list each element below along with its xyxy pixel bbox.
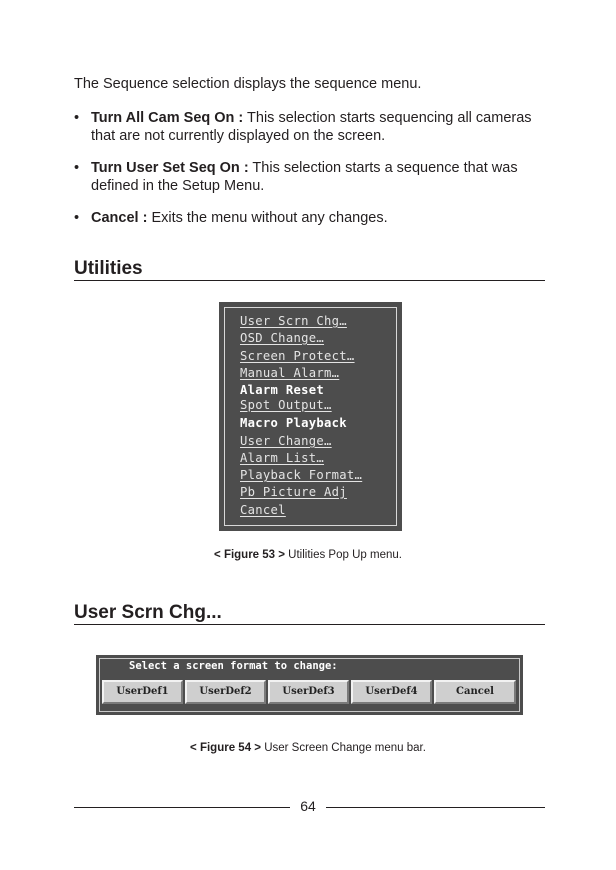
- bar-prompt: Select a screen format to change:: [129, 660, 338, 672]
- figure-text: Utilities Pop Up menu.: [284, 549, 402, 561]
- section-rule: [74, 624, 545, 625]
- bullet-desc: This selection starts sequencing all cameras: [243, 110, 532, 126]
- bullet-cancel: [74, 209, 544, 227]
- section-rule: [74, 280, 545, 281]
- menu-item-user-change[interactable]: User Change…: [240, 434, 332, 448]
- menu-item-osd-change[interactable]: OSD Change…: [240, 331, 325, 345]
- menu-item-cancel[interactable]: Cancel: [240, 503, 286, 517]
- figure-54-caption: [0, 742, 616, 754]
- section-heading-utilities: Utilities: [74, 258, 143, 279]
- bullet-turn-user-set-seq: [74, 159, 544, 195]
- bullet-desc-cont: that are not currently displayed on the screen.: [91, 128, 386, 144]
- footer-rule-right: [326, 807, 545, 808]
- figure-53-caption: [0, 549, 616, 561]
- bullet-term: Turn User Set Seq On :: [91, 160, 249, 176]
- figure-label: < Figure 53 >: [214, 549, 285, 561]
- bullet-term: Turn All Cam Seq On :: [91, 110, 244, 126]
- bullet-glyph: •: [74, 210, 80, 226]
- userdef1-button[interactable]: UserDef1: [102, 680, 183, 704]
- section-heading-user-scrn-chg: User Scrn Chg...: [74, 602, 222, 623]
- menu-item-pb-picture-adj[interactable]: Pb Picture Adj: [240, 485, 347, 499]
- menu-item-alarm-reset[interactable]: Alarm Reset: [240, 383, 325, 397]
- bullet-glyph: •: [74, 160, 80, 176]
- menu-item-alarm-list[interactable]: Alarm List…: [240, 451, 325, 465]
- cancel-button[interactable]: Cancel: [434, 680, 516, 704]
- page-number: 64: [300, 798, 316, 814]
- figure-text: User Screen Change menu bar.: [261, 742, 426, 754]
- menu-item-manual-alarm[interactable]: Manual Alarm…: [240, 366, 340, 380]
- bullet-desc: Exits the menu without any changes.: [147, 210, 388, 226]
- bullet-desc: This selection starts a sequence that was: [248, 160, 518, 176]
- footer-rule-left: [74, 807, 290, 808]
- bullet-glyph: •: [74, 110, 80, 126]
- userdef4-button[interactable]: UserDef4: [351, 680, 432, 704]
- intro-paragraph: The Sequence selection displays the sequence menu.: [74, 76, 422, 92]
- utilities-popup-menu: [219, 302, 402, 531]
- userdef3-button[interactable]: UserDef3: [268, 680, 349, 704]
- menu-item-user-scrn-chg[interactable]: User Scrn Chg…: [240, 314, 347, 328]
- bullet-desc-cont: defined in the Setup Menu.: [91, 178, 265, 194]
- menu-item-screen-protect[interactable]: Screen Protect…: [240, 349, 355, 363]
- menu-item-playback-format[interactable]: Playback Format…: [240, 468, 363, 482]
- bullet-term: Cancel :: [91, 210, 148, 226]
- userdef2-button[interactable]: UserDef2: [185, 680, 266, 704]
- bullet-turn-all-cam-seq: [74, 109, 544, 145]
- menu-item-macro-playback[interactable]: Macro Playback: [240, 416, 347, 430]
- figure-label: < Figure 54 >: [190, 742, 261, 754]
- menu-item-spot-output[interactable]: Spot Output…: [240, 398, 332, 412]
